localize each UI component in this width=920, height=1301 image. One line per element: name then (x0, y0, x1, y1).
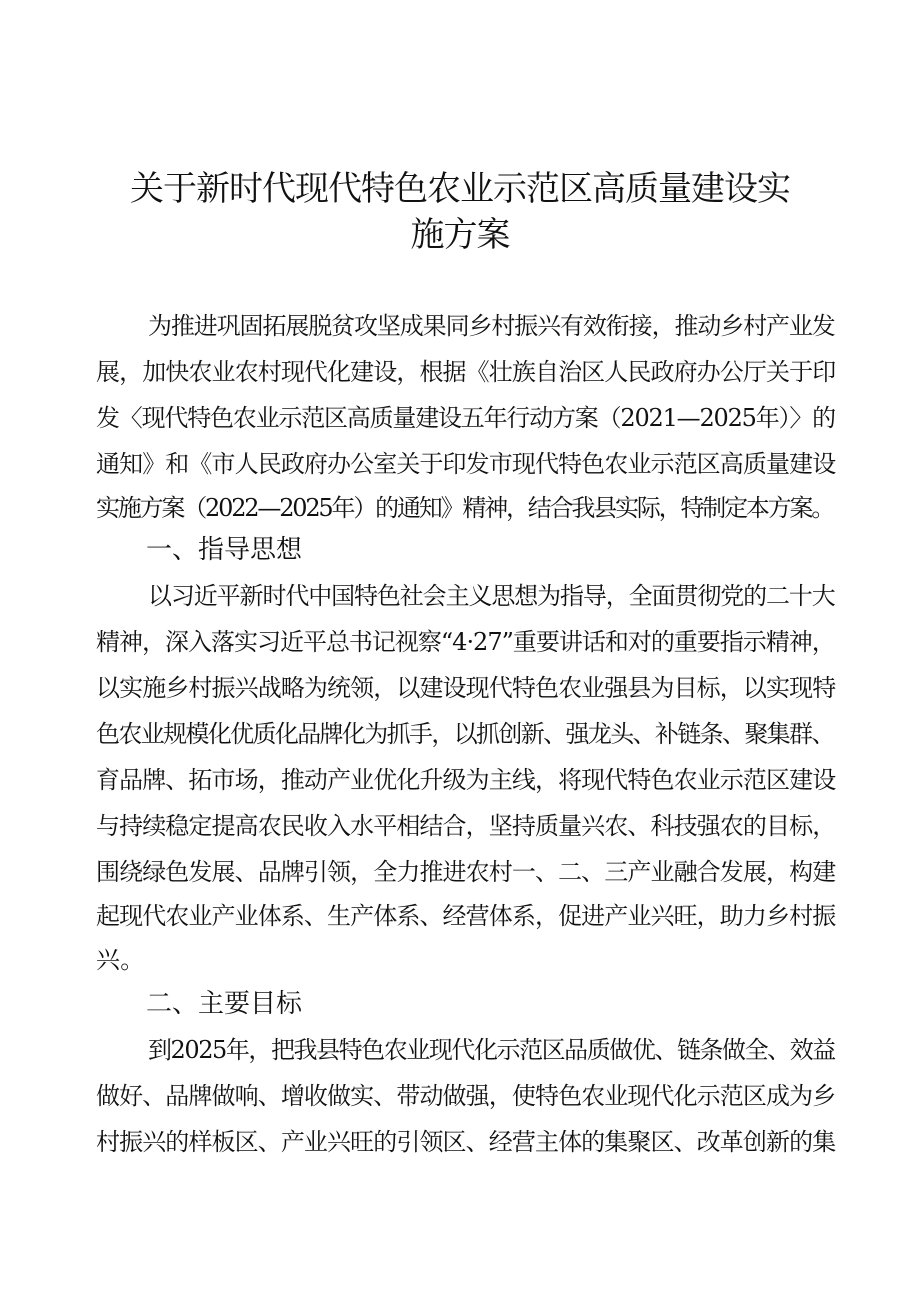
intro-line: 实施方案（2022—2025年）的通知》精神，结合我县实际，特制定本方案。 (96, 494, 834, 522)
section1-line: 育品牌、拓市场，推动产业优化升级为主线，将现代特色农业示范区建设 (96, 766, 836, 794)
document-title-line-2: 施方案 (410, 215, 510, 255)
section2-line: 做好、品牌做响、增收做实、带动做强，使特色农业现代化示范区成为乡 (96, 1082, 836, 1110)
section1-line: 精神，深入落实习近平总书记视察“4·27”重要讲话和对的重要指示精神， (96, 628, 835, 656)
section1-line: 围绕绿色发展、品牌引领，全力推进农村一、二、三产业融合发展，构建 (96, 858, 836, 886)
section2-line: 到2025年，把我县特色农业现代化示范区品质做优、链条做全、效益 (148, 1036, 835, 1064)
section1-line: 与持续稳定提高农民收入水平相结合，坚持质量兴农、科技强农的目标， (96, 812, 836, 840)
section-heading-guiding-ideology: 一、指导思想 (146, 535, 303, 565)
intro-line: 发〈现代特色农业示范区高质量建设五年行动方案（2021—2025年）〉的 (96, 404, 835, 432)
intro-line: 为推进巩固拓展脱贫攻坚成果同乡村振兴有效衔接，推动乡村产业发 (148, 312, 835, 340)
section-heading-main-goals: 二、主要目标 (146, 989, 303, 1019)
intro-line: 通知》和《市人民政府办公室关于印发市现代特色农业示范区高质量建设 (96, 450, 836, 478)
intro-line: 展，加快农业农村现代化建设，根据《壮族自治区人民政府办公厅关于印 (96, 358, 836, 386)
section1-line: 以习近平新时代中国特色社会主义思想为指导，全面贯彻党的二十大 (148, 582, 835, 610)
section2-line: 村振兴的样板区、产业兴旺的引领区、经营主体的集聚区、改革创新的集 (96, 1128, 836, 1156)
section1-line: 兴。 (96, 946, 145, 974)
document-title-line-1: 关于新时代现代特色农业示范区高质量建设实 (130, 169, 790, 209)
section1-line: 以实施乡村振兴战略为统领，以建设现代特色农业强县为目标，以实现特 (96, 674, 836, 702)
section1-line: 色农业规模化优质化品牌化为抓手，以抓创新、强龙头、补链条、聚集群、 (96, 720, 834, 748)
section1-line: 起现代农业产业体系、生产体系、经营体系，促进产业兴旺，助力乡村振 (96, 902, 836, 930)
